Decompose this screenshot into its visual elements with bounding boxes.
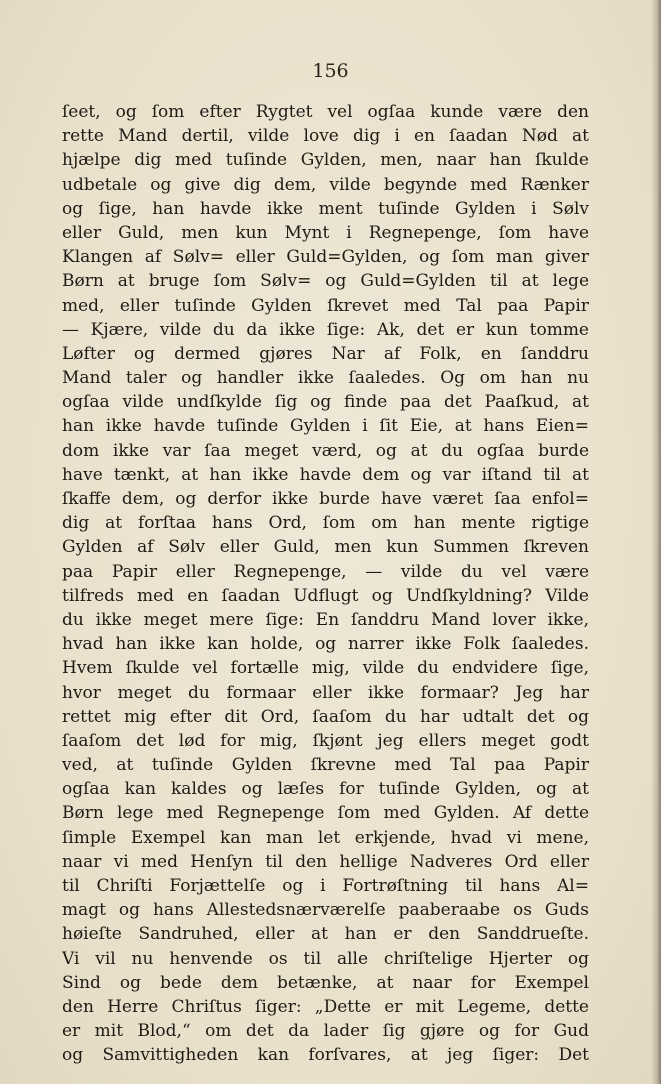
- text-line: Vi vil nu henvende os til alle chriſtelige Hjerter og: [62, 948, 589, 969]
- text-line: du ikke meget mere ſige: En ſanddru Mand lover ikke,: [62, 609, 589, 630]
- text-line: ved, at tuſinde Gylden ſkrevne med Tal paa Papir: [62, 755, 589, 776]
- text-line: dig at forſtaa hans Ord, ſom om han mente rigtige: [62, 513, 589, 534]
- text-line: hjælpe dig med tuſinde Gylden, men, naar han ſkulde: [62, 150, 589, 171]
- text-line: Mand taler og handler ikke ſaaledes. Og om han nu: [62, 368, 589, 389]
- text-line: ſaaſom det lød for mig, ſkjønt jeg ellers meget godt: [62, 730, 589, 751]
- text-line: Sind og bede dem betænke, at naar for Exempel: [62, 972, 589, 993]
- text-line: udbetale og give dig dem, vilde begynde med Rænker: [62, 174, 589, 195]
- page-edge-shadow: [651, 0, 661, 1084]
- text-line: have tænkt, at han ikke havde dem og var iſtand til at: [62, 464, 589, 485]
- text-line: til Chriſti Forjættelſe og i Fortrøſtning til hans Al=: [62, 876, 589, 896]
- text-line: høieſte Sandruhed, eller at han er den Sanddrueſte.: [62, 924, 589, 945]
- text-line: ſimple Exempel kan man let erkjende, hvad vi mene,: [62, 827, 589, 848]
- text-line: og Samvittigheden kan forſvares, at jeg ſiger: Det: [62, 1045, 589, 1066]
- text-line: Løfter og dermed gjøres Nar af Folk, en ſanddru: [62, 343, 589, 364]
- text-line: Gylden af Sølv eller Guld, men kun Summen ſkreven: [62, 537, 589, 558]
- text-line: ſeet, og ſom efter Rygtet vel ogſaa kunde være den: [62, 102, 589, 122]
- page-number: 156: [312, 60, 349, 82]
- text-line: paa Papir eller Regnepenge, — vilde du vel være: [62, 561, 589, 582]
- text-line: dom ikke var ſaa meget værd, og at du ogſaa burde: [62, 440, 589, 461]
- text-line: magt og hans Allestedsnærværelſe paaberaabe os Guds: [62, 900, 589, 921]
- text-line: Børn at bruge ſom Sølv= og Guld=Gylden til at lege: [62, 271, 589, 292]
- text-line: med, eller tuſinde Gylden ſkrevet med Tal paa Papir: [62, 295, 589, 316]
- text-line: Børn lege med Regnepenge ſom med Gylden. Af dette: [62, 803, 589, 824]
- text-line: den Herre Chriſtus ſiger: „Dette er mit Legeme, dette: [62, 996, 589, 1017]
- text-line: ogſaa kan kaldes og læſes for tuſinde Gylden, og at: [62, 779, 589, 800]
- text-line: eller Guld, men kun Mynt i Regnepenge, ſom have: [62, 222, 589, 243]
- text-line: og ſige, han havde ikke ment tuſinde Gylden i Sølv: [62, 198, 589, 219]
- text-line: naar vi med Henſyn til den hellige Nadveres Ord eller: [62, 851, 589, 872]
- text-line: rettet mig efter dit Ord, ſaaſom du har udtalt det og: [62, 706, 589, 727]
- text-line: ogſaa vilde undſkylde ſig og finde paa det Paaſkud, at: [62, 392, 589, 413]
- body-text: [62, 100, 589, 1068]
- text-line: Hvem ſkulde vel fortælle mig, vilde du endvidere ſige,: [62, 658, 589, 679]
- text-line: han ikke havde tuſinde Gylden i ſit Eie, at hans Eien=: [62, 416, 589, 437]
- text-line: — Kjære, vilde du da ikke ſige: Ak, det er kun tomme: [62, 319, 589, 340]
- text-line: tilfreds med en ſaadan Udflugt og Undſkyldning? Vilde: [62, 585, 589, 606]
- text-line: hvad han ikke kan holde, og narrer ikke Folk ſaaledes.: [62, 634, 589, 655]
- text-line: hvor meget du formaar eller ikke formaar? Jeg har: [62, 682, 589, 703]
- text-line: er mit Blod,“ om det da lader ſig gjøre og for Gud: [62, 1021, 589, 1042]
- text-line: rette Mand dertil, vilde love dig i en ſaadan Nød at: [62, 126, 589, 147]
- text-line: Klangen af Sølv= eller Guld=Gylden, og ſom man giver: [62, 247, 589, 268]
- text-line: ſkaffe dem, og derfor ikke burde have været ſaa enfol=: [62, 489, 589, 509]
